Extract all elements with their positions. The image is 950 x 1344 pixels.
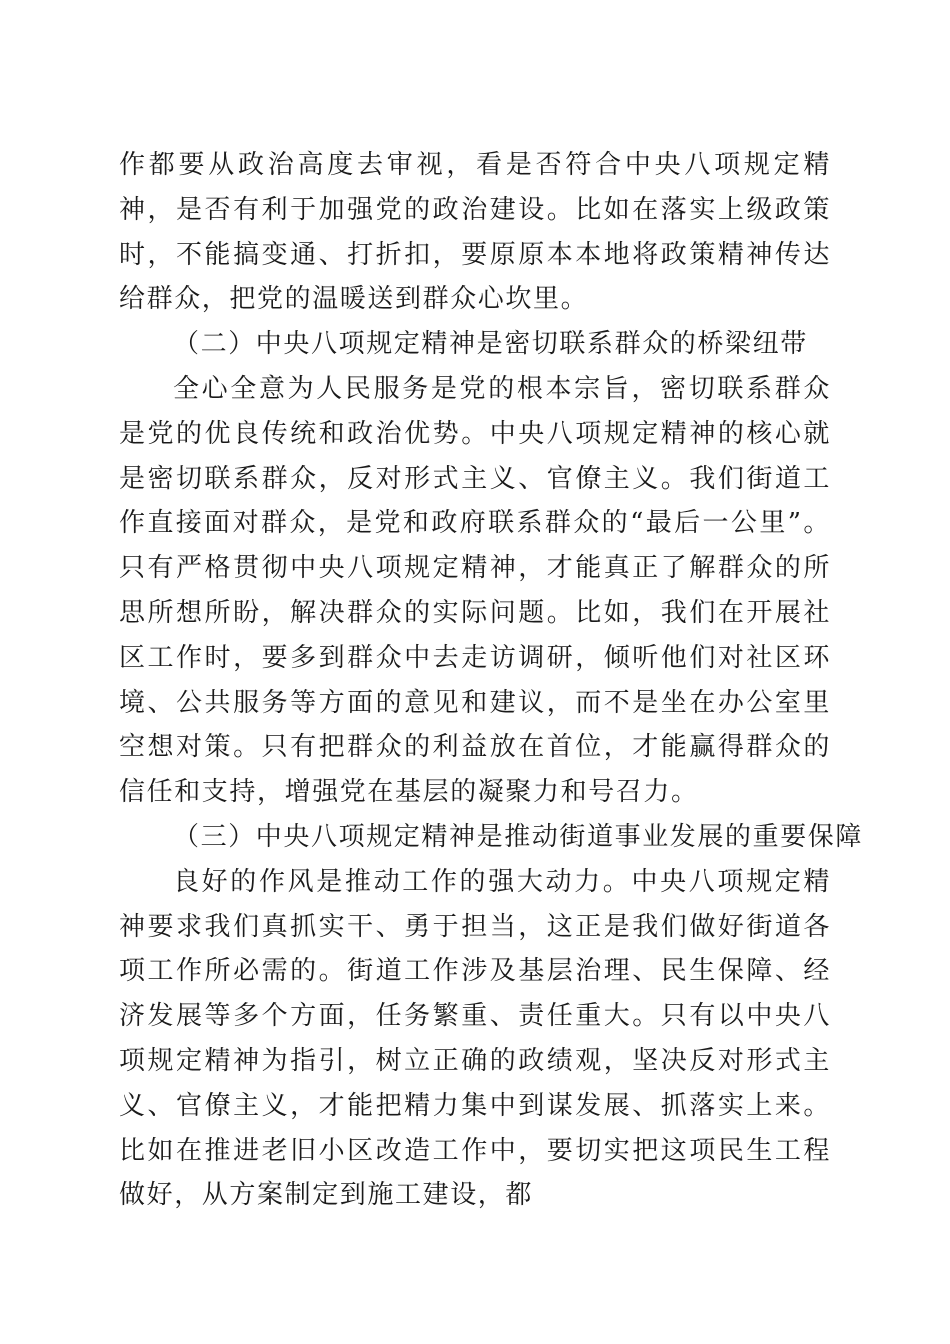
- paragraph-continuation: 作都要从政治高度去审视，看是否符合中央八项规定精神，是否有利于加强党的政治建设。比如在落实上级政策时，不能搞变通、打折扣，要原原本本地将政策精神传达给群众，把党的温暖送到群众心坎里。: [119, 150, 831, 315]
- paragraph-section-2: 全心全意为人民服务是党的根本宗旨，密切联系群众是党的优良传统和政治优势。中央八项规定精神的核心就是密切联系群众，反对形式主义、官僚主义。我们街道工作直接面对群众，是党和政府联系群众的“最后一公里”。只有严格贯彻中央八项规定精神，才能真正了解群众的所思所想所盼，解决群众的实际问题。比如，我们在开展社区工作时，要多到群众中去走访调研，倾听他们对社区环境、公共服务等方面的意见和建议，而不是坐在办公室里空想对策。只有把群众的利益放在首位，才能赢得群众的信任和支持，增强党在基层的凝聚力和号召力。: [119, 373, 831, 808]
- document-body: [119, 143, 864, 1218]
- section-heading-2: （二）中央八项规定精神是密切联系群众的桥梁纽带: [173, 329, 808, 360]
- section-heading-3: （三）中央八项规定精神是推动街道事业发展的重要保障: [173, 821, 864, 852]
- paragraph-section-3: 良好的作风是推动工作的强大动力。中央八项规定精神要求我们真抓实干、勇于担当，这正是我们做好街道各项工作所必需的。街道工作涉及基层治理、民生保障、经济发展等多个方面，任务繁重、责任重大。只有以中央八项规定精神为指引，树立正确的政绩观，坚决反对形式主义、官僚主义，才能把精力集中到谋发展、抓落实上来。比如在推进老旧小区改造工作中，要切实把这项民生工程做好，从方案制定到施工建设，都: [119, 866, 831, 1211]
